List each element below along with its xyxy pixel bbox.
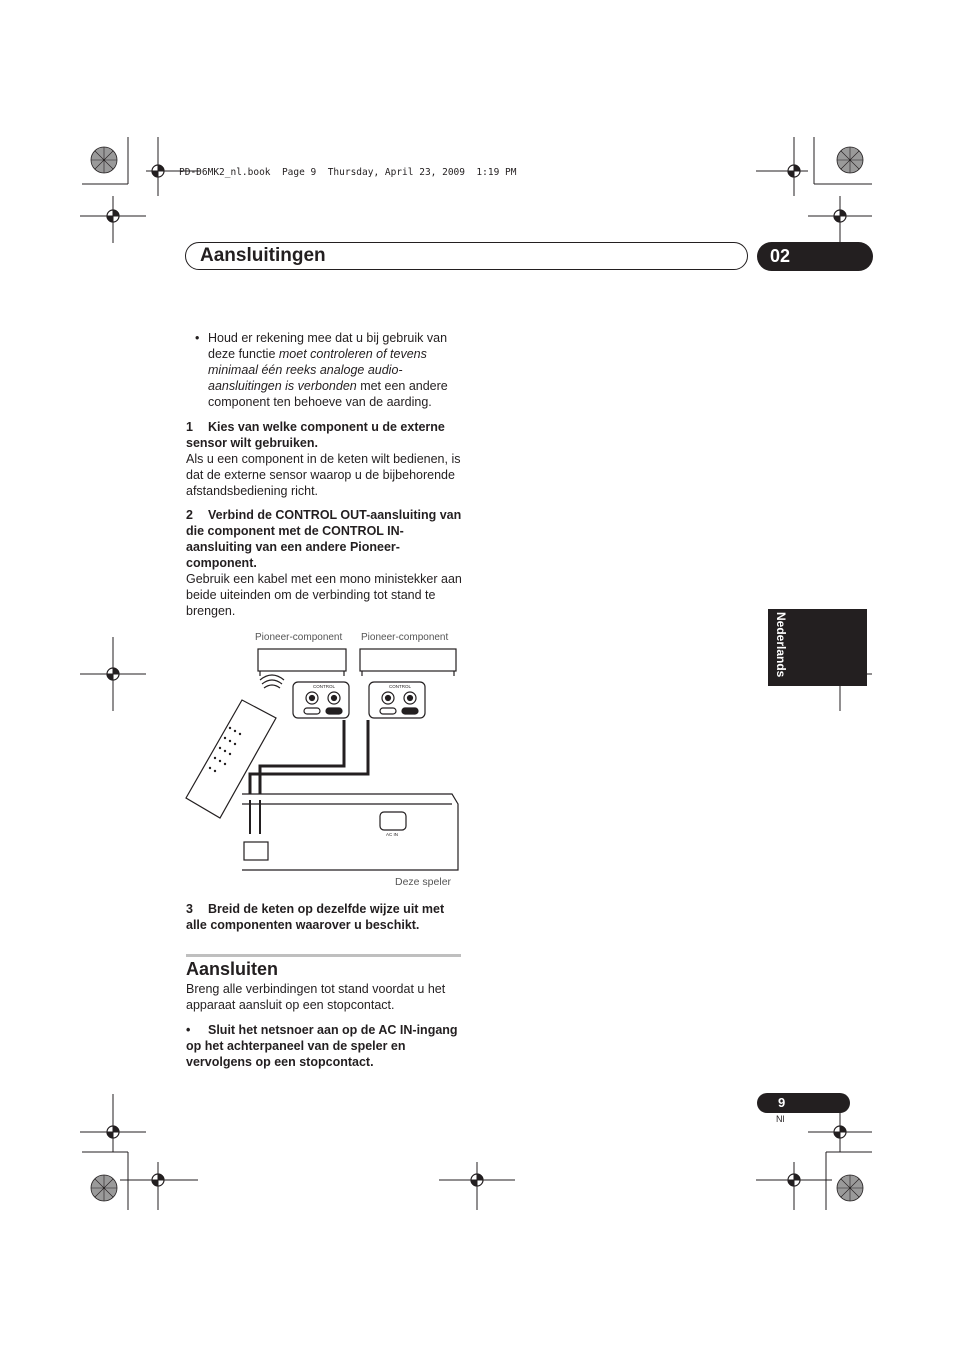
step-1 <box>186 419 466 499</box>
section-bullet <box>186 1022 466 1070</box>
step-3-number: 3 <box>186 902 193 916</box>
bullet-note <box>195 330 465 410</box>
step-3-heading-text: Breid de keten op dezelfde wijze uit met alle componenten waarover u beschikt. <box>186 902 445 932</box>
section-bullet-text: Sluit het netsnoer aan op de AC IN-ingang op het achterpaneel van de speler en vervolgens op een stopcontact. <box>186 1023 458 1069</box>
step-2-heading <box>186 507 464 571</box>
chapter-number: 02 <box>770 246 791 266</box>
bullet-dot: • <box>195 331 200 345</box>
step-3-heading <box>186 901 464 933</box>
page-number: 9 <box>778 1095 786 1110</box>
step-3 <box>186 901 464 933</box>
page-language: Nl <box>776 1114 785 1124</box>
bullet-note-italic: moet controleren of tevens minimaal één reeks analoge audio-aansluitingen is verbonden <box>208 347 427 393</box>
step-1-body: Als u een component in de keten wilt bedienen, is dat de externe sensor waarop u de bijbehorende afstandsbediening richt. <box>186 452 461 498</box>
step-2 <box>186 507 464 619</box>
control-label-right: CONTROL <box>389 684 412 689</box>
bullet-note-pre: Houd er rekening mee dat u bij gebruik van deze functie <box>208 331 448 361</box>
step-2-body: Gebruik een kabel met een mono ministekker aan beide uiteinden om de verbinding tot stand te brengen. <box>186 572 462 618</box>
label-deze-speler: Deze speler <box>395 876 452 888</box>
print-header: PD-D6MK2_nl.book Page 9 Thursday, April 23, 2009 1:19 PM <box>179 167 517 178</box>
label-pioneer-component-right: Pioneer-component <box>361 632 449 643</box>
section-rule <box>186 954 461 957</box>
step-1-heading-text: Kies van welke component u de externe sensor wilt gebruiken. <box>186 420 445 450</box>
step-2-heading-text: Verbind de CONTROL OUT-aansluiting van die component met de CONTROL IN-aansluiting van een andere Pioneer-component. <box>186 508 462 570</box>
control-label-left: CONTROL <box>313 684 336 689</box>
page-title: Aansluitingen <box>200 245 326 266</box>
step-1-heading <box>186 419 466 451</box>
language-tab-label <box>771 612 791 684</box>
step-2-number: 2 <box>186 508 193 522</box>
connection-diagram <box>180 628 470 890</box>
ac-in-label: AC IN <box>386 832 399 837</box>
label-pioneer-component-left: Pioneer-component <box>255 632 343 643</box>
section-bullet-dot: • <box>186 1023 191 1037</box>
section-body: Breng alle verbindingen tot stand voordat u het apparaat aansluit op een stopcontact. <box>186 982 446 1012</box>
section-title: Aansluiten <box>186 959 279 979</box>
bullet-note-post: met een andere component ten behoeve van de aarding. <box>208 379 448 409</box>
language-text: Nederlands <box>774 612 788 678</box>
connection-figure <box>180 628 470 893</box>
step-1-number: 1 <box>186 420 193 434</box>
page-number-badge <box>757 1093 850 1113</box>
